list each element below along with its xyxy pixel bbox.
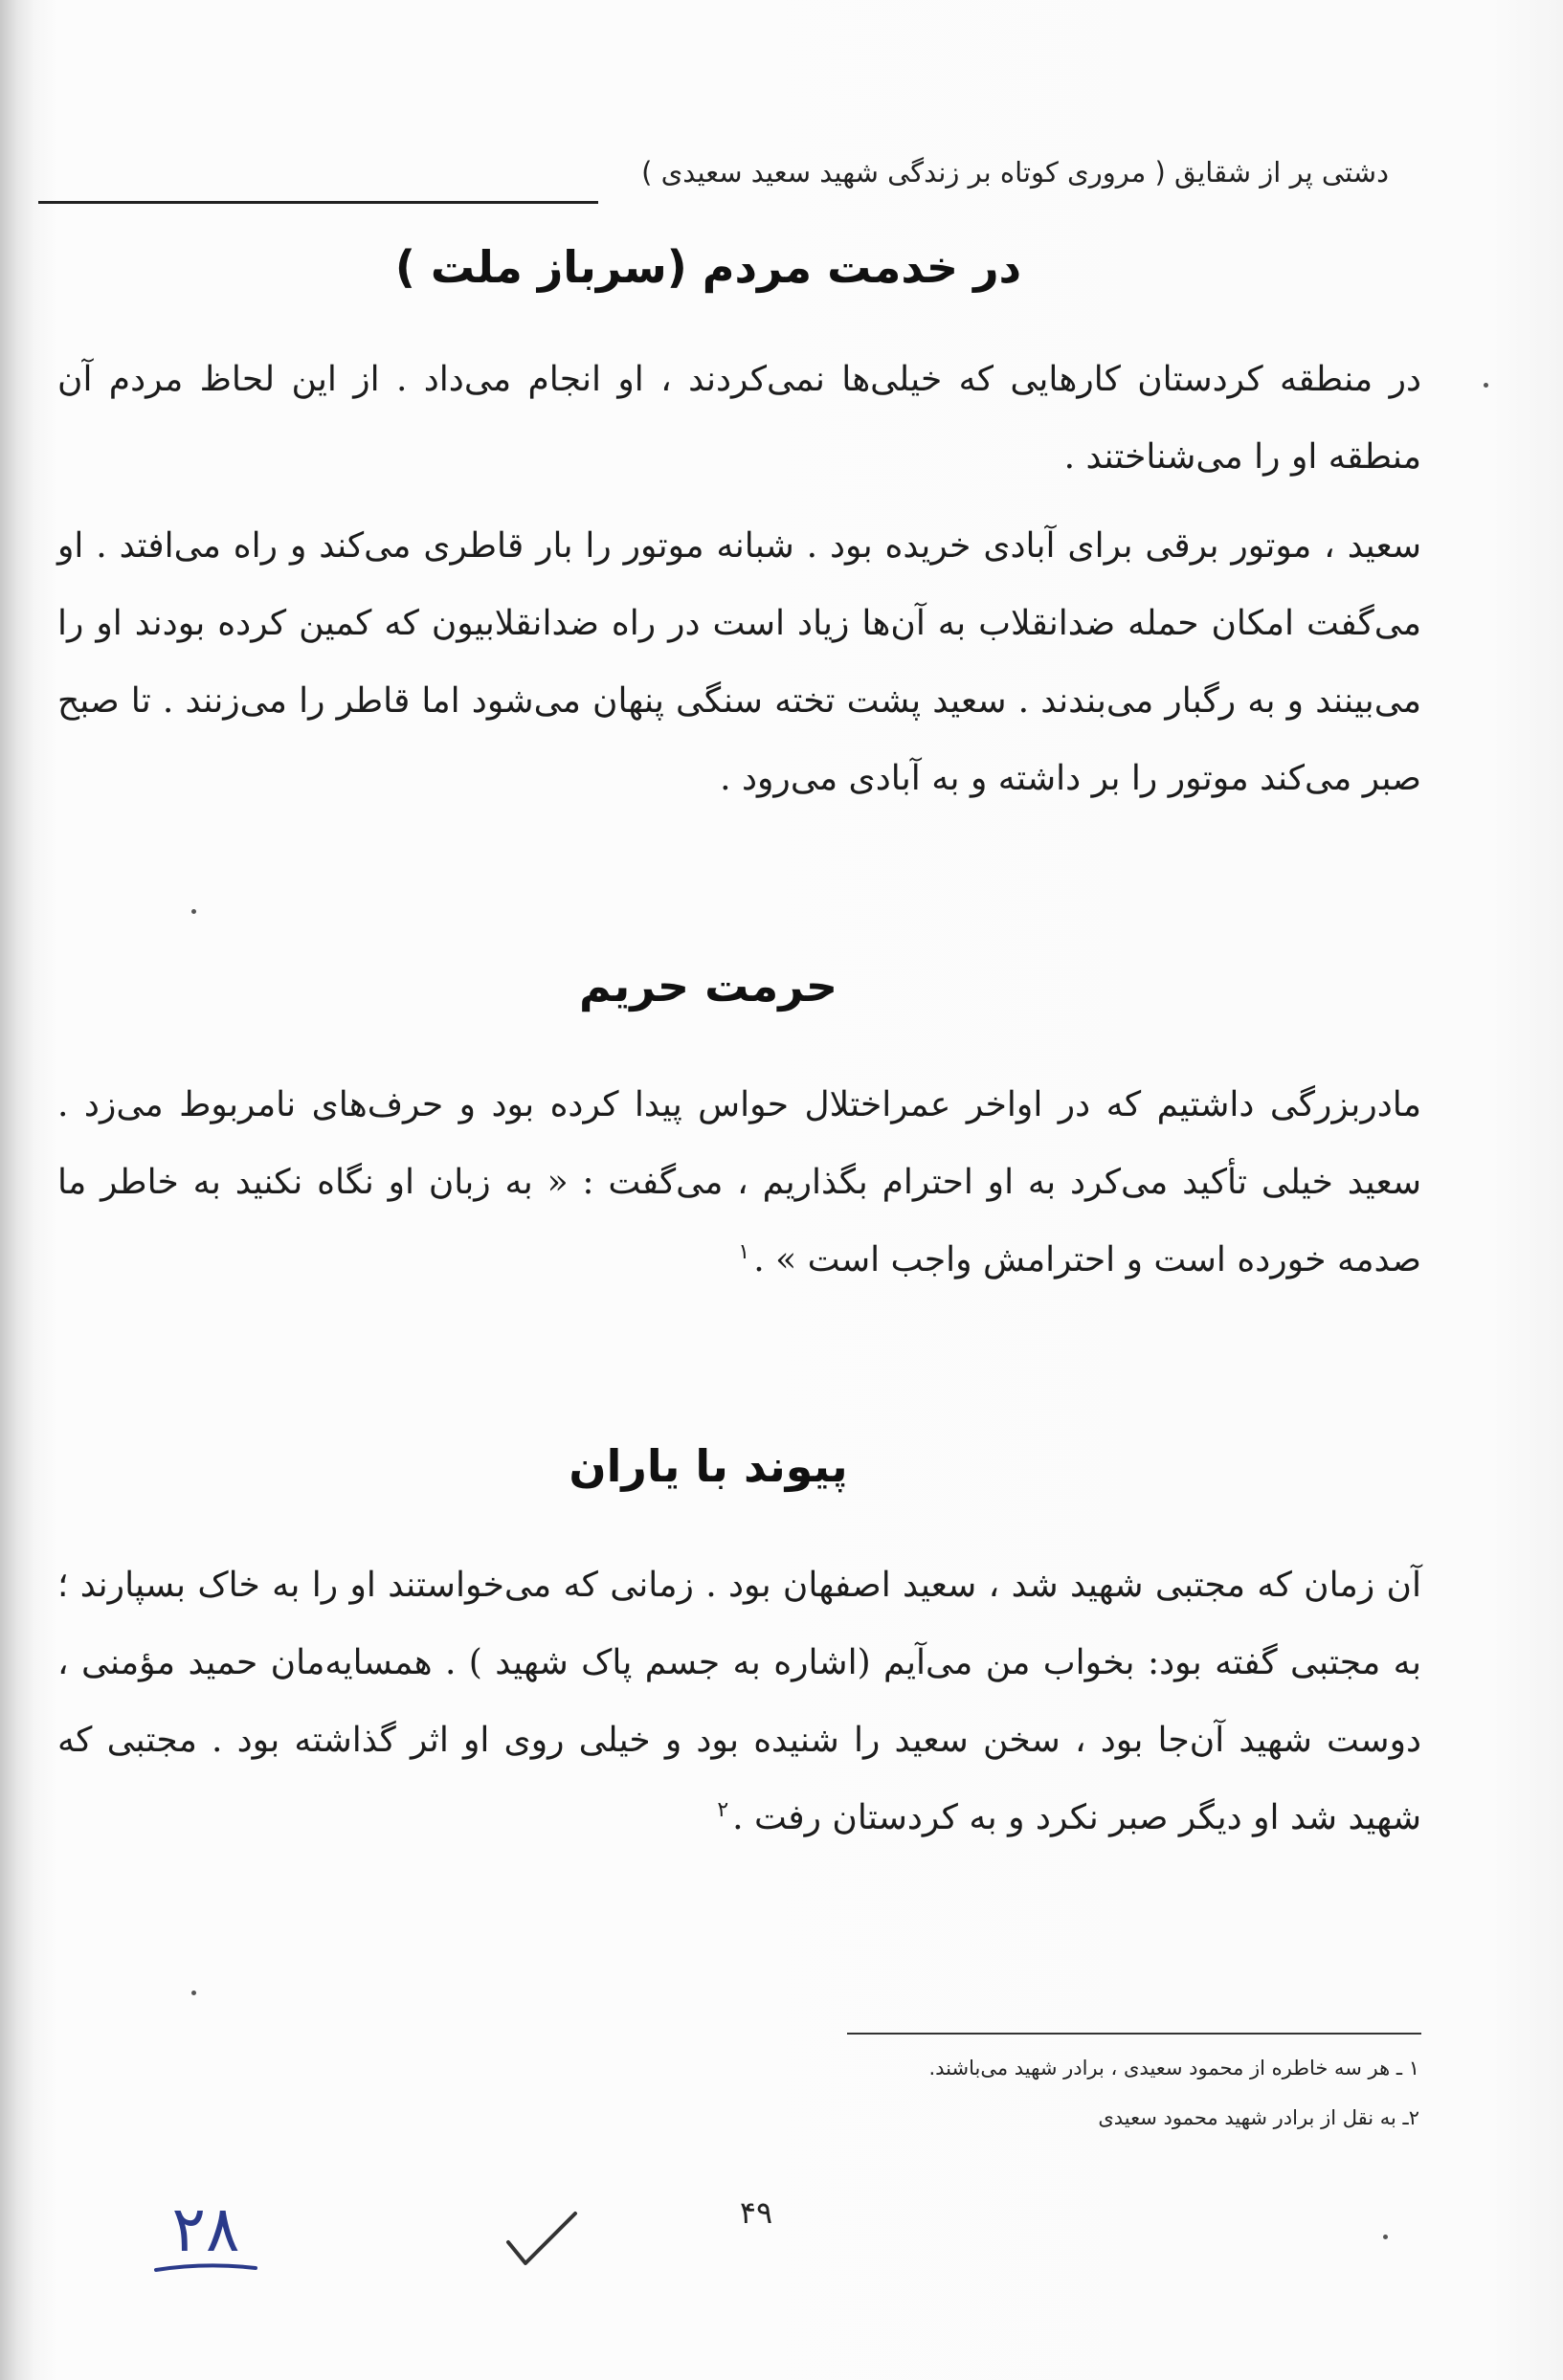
- handwritten-underline: [156, 2265, 256, 2270]
- footnote-2: ۲ـ به نقل از برادر شهید محمود سعیدی: [1098, 2106, 1419, 2129]
- handwritten-number-text: ۲۸: [171, 2192, 240, 2266]
- page-number: ۴۹: [739, 2194, 773, 2231]
- paragraph-bond-text: آن زمان که مجتبی شهید شد ، سعید اصفهان بود . زمانی که می‌خواستند او را به خاک بسپارند ؛ به مجتبی گفته بود: بخواب من می‌آیم (اشاره به جسم پاک شهید ) . همسایه‌مان حمید مؤمنی ، دوست شهید آن‌جا بود ، سخن سعید را شنیده بود و خیلی روی او اثر گذاشته بود . مجتبی که شهید شد او دیگر صبر نکرد و به کردستان رفت .: [57, 1566, 1421, 1837]
- paragraph-service-2: سعید ، موتور برقی برای آبادی خریده بود . شبانه موتور را بار قاطری می‌کند و راه می‌افتد . او می‌گفت امکان حمله ضدانقلاب به آن‌ها زیاد است در راه ضدانقلابیون که کمین کرده بودند او را می‌بینند و به رگبار می‌بندند . سعید پشت تخته سنگی پنهان می‌شود اما قاطر را می‌زنند . تا صبح صبر می‌کند موتور را بر داشته و به آبادی می‌رود .: [57, 526, 1421, 798]
- scan-speck: [1484, 383, 1488, 388]
- paragraph-respect: [57, 1066, 1421, 1299]
- scan-speck: [191, 1991, 196, 1995]
- footnote-1: ۱ ـ هر سه خاطره از محمود سعیدی ، برادر شهید می‌باشند.: [928, 2057, 1419, 2080]
- handwritten-page-number: [148, 2182, 263, 2287]
- check-mark-icon: [502, 2206, 579, 2273]
- section-title-respect: حرمت حریم: [578, 960, 838, 1012]
- paragraph-bond: [57, 1546, 1421, 1857]
- running-header: دشتی پر از شقایق ( مروری کوتاه بر زندگی شهید سعید سعیدی ): [641, 156, 1389, 189]
- footnote-marker-1: ۱: [738, 1240, 750, 1264]
- section-title-bond: پیوند با یاران: [569, 1440, 848, 1492]
- paragraph-respect-text: مادربزرگی داشتیم که در اواخر عمراختلال حواس پیدا کرده بود و حرف‌های نامربوط می‌زد . سعید خیلی تأکید می‌کرد به او احترام بگذاریم ، می‌گفت : « به زبان او نگاه نکنید به خاطر ما صدمه خورده است و احترامش واجب است » .: [57, 1085, 1421, 1279]
- footnote-rule: [847, 2033, 1421, 2035]
- scan-speck: [191, 909, 196, 914]
- header-rule: [38, 201, 598, 204]
- section-title-service: در خدمت مردم (سرباز ملت ): [394, 241, 1022, 293]
- scan-speck: [1383, 2235, 1388, 2239]
- footnote-marker-2: ۲: [717, 1798, 729, 1822]
- paragraph-service-1: در منطقه کردستان کارهایی که خیلی‌ها نمی‌کردند ، او انجام می‌داد . از این لحاظ مردم آن منطقه او را می‌شناختند .: [57, 360, 1421, 477]
